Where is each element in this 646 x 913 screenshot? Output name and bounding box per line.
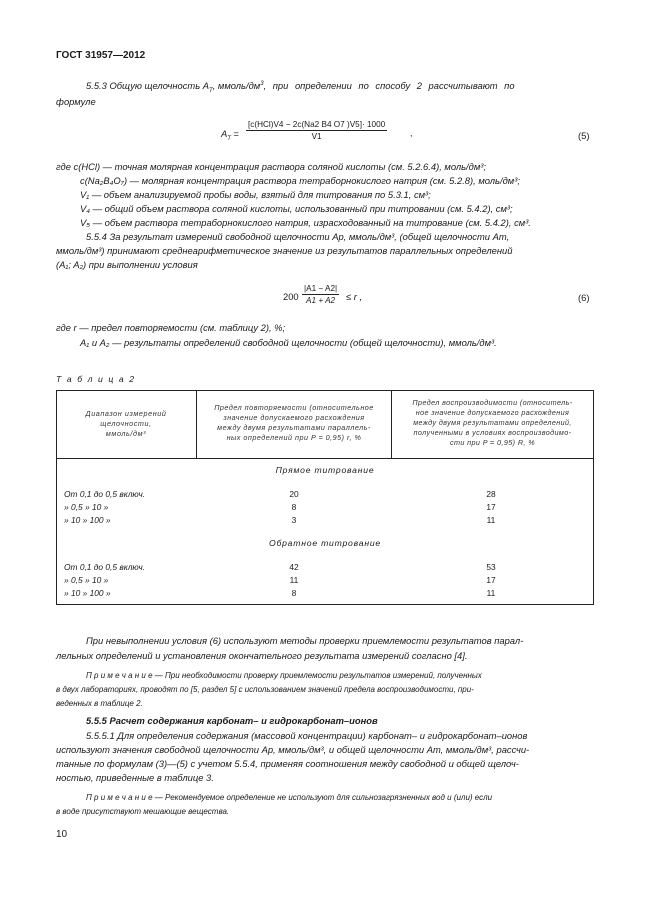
formula6-numerator: |A1 − A2| [304, 284, 338, 293]
note1-line-3: веденных в таблице 2. [56, 699, 143, 708]
table-bottom-border [56, 604, 594, 605]
table-cell-r: 8 [291, 588, 297, 598]
header-col3-line4: полученными в условиях воспроизводимо- [413, 428, 572, 437]
formula5-lhs [221, 128, 240, 142]
table-caption: Т а б л и ц а 2 [56, 374, 136, 384]
where-line-2: c(Na₂B₄O₇) — молярная концентрация раствора тетраборнокислого натрия (см. 5.2.8), моль/дм³; [80, 175, 520, 186]
p5551-line-2: используют значения свободной щелочности Aр, ммоль/дм³, и общей щелочности Aт, ммоль/дм³, рассчи- [56, 744, 530, 755]
table-cell-r: 42 [289, 562, 299, 572]
table-row: » 10 » 100 » [64, 515, 111, 525]
where6-line-1: где r — предел повторяемости (см. таблицу 2), %; [56, 322, 286, 333]
header-col3-line2: ное значение допускаемого расхождения [415, 408, 570, 417]
table-header-border [56, 458, 594, 459]
p5551-line-4: ностью, приведенные в таблице 3. [56, 772, 214, 783]
header-col3-line1: Предел воспроизводимости (относитель- [412, 398, 573, 407]
formula5-lhs-sub: T [227, 135, 231, 142]
table-header-repeatability [198, 403, 390, 443]
formula5-eq: = [233, 128, 240, 139]
note1-line-2: в двух лабораториях, проводят по [5, раздел 5] с использованием значений предела воспроизводимости, при- [56, 685, 474, 694]
after-line-1: При невыполнении условия (6) используют методы проверки приемлемости результатов парал- [86, 635, 524, 646]
p553-sub: T [209, 87, 213, 94]
header-col2-line2: значение допускаемого расхождения [223, 413, 365, 422]
table-cell-r: 3 [291, 515, 297, 525]
formula5-fraction [246, 120, 387, 141]
page-number: 10 [56, 829, 68, 840]
note2-line-1: П р и м е ч а н и е — Рекомендуемое определение не используют для сильнозагрязненных вод и (или) если [86, 793, 493, 802]
p554-line-3: (A₁; A₂) при выполнении условия [56, 259, 198, 270]
section-heading-5-5-5: 5.5.5 Расчет содержания карбонат– и гидрокарбонат–ионов [86, 715, 378, 726]
table-cell-R: 11 [486, 588, 496, 598]
note1-line-1: П р и м е ч а н и е — При необходимости проверку приемлемости результатов измерений, полученных [86, 671, 482, 680]
formula5-number: (5) [578, 130, 590, 141]
formula5-numerator: [c(HCl)V4 − 2c(Na2 B4 O7 )V5]· 1000 [248, 120, 386, 129]
document-title: ГОСТ 31957—2012 [56, 50, 146, 61]
where6-line-2: A₁ и A₂ — результаты определений свободной щелочности (общей щелочности), ммоль/дм³. [80, 337, 497, 348]
table-row: » 0,5 » 10 » [64, 502, 109, 512]
table-right-border [593, 390, 594, 604]
where-line-1: где c(HCl) — точная молярная концентрация раствора соляной кислоты (см. 5.2.6.4), моль/дм³; [56, 161, 486, 172]
header-col2-line1: Предел повторяемости (относительное [214, 403, 374, 412]
table-cell-r: 8 [291, 502, 297, 512]
table-cell-R: 28 [486, 489, 496, 499]
where-line-5: V₅ — объем раствора тетраборнокислого натрия, израсходованный на титрование (см. 5.4.2), см³. [80, 217, 531, 228]
paragraph-5-5-3 [86, 80, 515, 94]
formula6-number: (6) [578, 292, 590, 303]
table-row: От 0,1 до 0,5 включ. [64, 562, 146, 572]
p554-line-1: 5.5.4 За результат измерений свободной щелочности Aр, ммоль/дм³, (общей щелочности Aт, [86, 231, 510, 242]
header-col3-line5: сти при P = 0,95) R, % [450, 438, 535, 447]
table-row: » 10 » 100 » [64, 588, 111, 598]
table-cell-R: 17 [486, 502, 496, 512]
table-top-border [56, 390, 594, 391]
section-title-reverse: Обратное титрование [268, 538, 382, 548]
header-col1-line3: ммоль/дм³ [105, 429, 147, 438]
formula6-coef: 200 [283, 291, 299, 302]
formula5-tail: , [410, 128, 413, 138]
p553-sup: 3 [260, 80, 264, 87]
formula5-lhs-symbol: A [221, 128, 228, 139]
table-cell-R: 17 [486, 575, 496, 585]
section-title-direct: Прямое титрование [275, 465, 375, 475]
p553-line2: формуле [56, 96, 96, 107]
header-col1-line1: Диапазон измерений [85, 409, 167, 418]
p554-line-2: ммоль/дм³) принимают среднеарифметическое значение из результатов параллельных определений [56, 245, 513, 256]
p5551-line-3: танные по формулам (3)—(5) с учетом 5.5.4, применяя соотношения между свободной и общей щелоч- [56, 758, 519, 769]
where-line-4: V₄ — общий объем раствора соляной кислоты, использованный при титровании (см. 5.4.2), см³; [80, 203, 513, 214]
table-row: От 0,1 до 0,5 включ. [64, 489, 146, 499]
header-col2-line3: между двумя результатами параллель- [217, 423, 371, 432]
formula6-tail: ≤ r , [346, 291, 363, 302]
table-header-reproducibility [393, 398, 592, 448]
note2-line-2: в воде присутствуют мешающие вещества. [56, 807, 230, 816]
p553-rest: , ммоль/дм [212, 80, 261, 91]
after-line-2: лельных определений и установления окончательного результата измерений согласно [4]. [56, 650, 468, 661]
table-col-divider-1 [196, 390, 197, 458]
table-header-range [58, 409, 194, 439]
header-col1-line2: щелочности, [100, 419, 152, 428]
p553-line1: 5.5.3 Общую щелочность A [86, 80, 210, 91]
table-cell-r: 11 [289, 575, 299, 585]
p5551-line-1: 5.5.5.1 Для определения содержания (массовой концентрации) карбонат– и гидрокарбонат–ионов [86, 730, 528, 741]
table-left-border [56, 390, 57, 604]
header-col3-line3: между двумя результатами определений, [413, 418, 572, 427]
where-line-3: V₁ — объем анализируемой пробы воды, взятый для титрования по 5.3.1, см³; [80, 189, 431, 200]
table-cell-r: 20 [289, 489, 299, 499]
table-cell-R: 11 [486, 515, 496, 525]
table-cell-R: 53 [486, 562, 496, 572]
formula5-denominator: V1 [311, 132, 322, 141]
p553-end: , при определении по способу 2 рассчитывают по [263, 80, 515, 91]
formula6-fraction [302, 284, 339, 305]
header-col2-line4: ных определений при P = 0,95) r, % [226, 433, 362, 442]
table-row: » 0,5 » 10 » [64, 575, 109, 585]
table-col-divider-2 [391, 390, 392, 458]
formula6-denominator: A1 + A2 [306, 296, 336, 305]
